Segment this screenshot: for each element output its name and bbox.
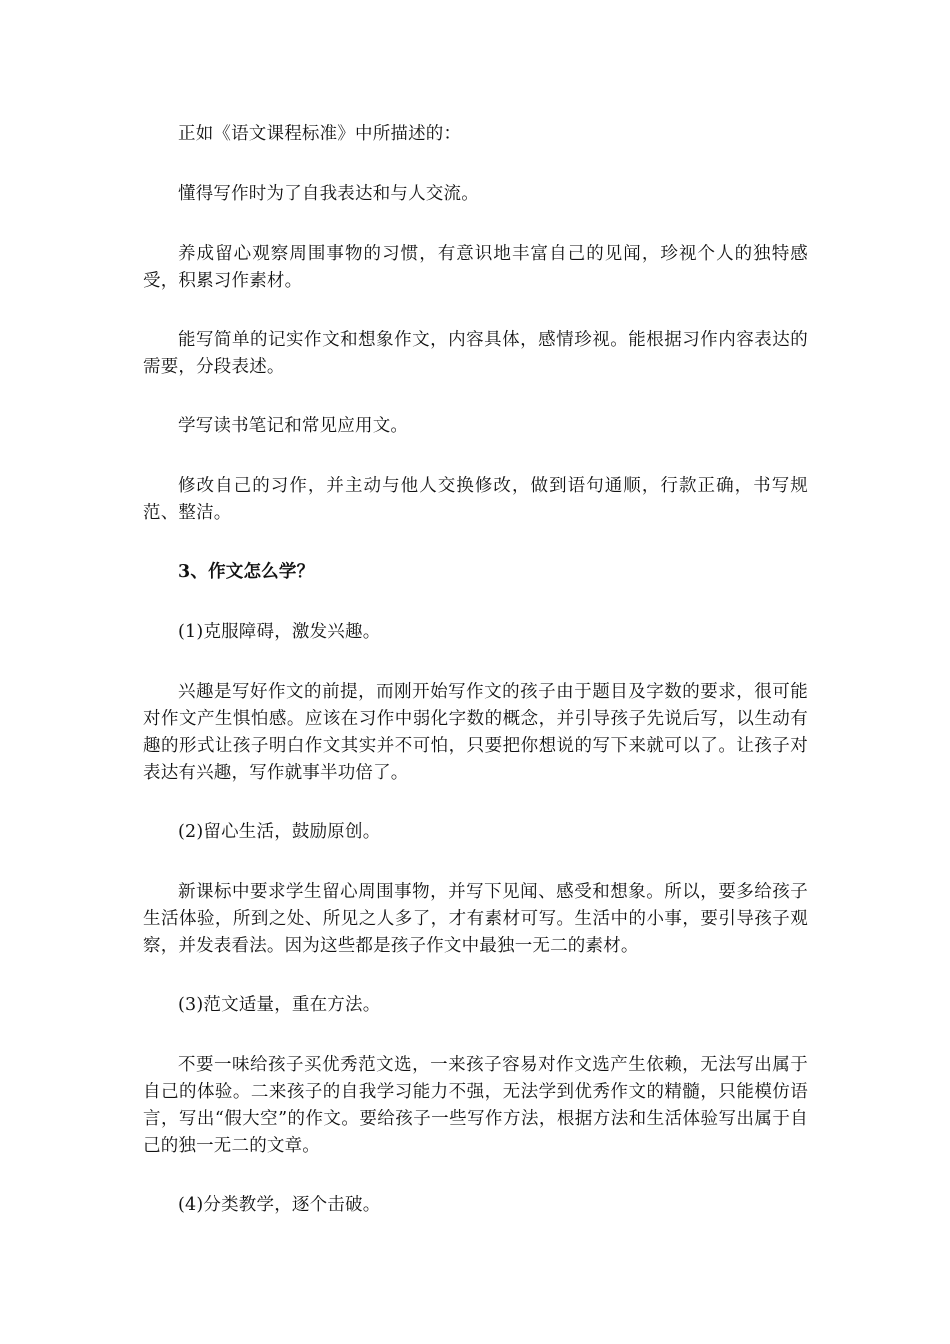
subheading-observe-life: (2)留心生活，鼓励原创。 — [178, 822, 381, 842]
paragraph-purpose: 懂得写作时为了自我表达和与人交流。 — [178, 184, 479, 204]
paragraph-observation-habit: 养成留心观察周围事物的习惯，有意识地丰富自己的见闻，珍视个人的独特感受，积累习作素材。 — [143, 244, 808, 291]
subheading-overcome-obstacles: (1)克服障碍，激发兴趣。 — [178, 622, 381, 642]
paragraph-revision: 修改自己的习作，并主动与他人交换修改，做到语句通顺，行款正确，书写规范、整洁。 — [143, 476, 808, 523]
paragraph-curriculum-intro: 正如《语文课程标准》中所描述的： — [178, 124, 462, 144]
paragraph-writing-types: 能写简单的记实作文和想象作文，内容具体，感情珍视。能根据习作内容表达的需要，分段表述。 — [143, 330, 808, 377]
subheading-model-essays: (3)范文适量，重在方法。 — [178, 995, 381, 1015]
paragraph-life-experience: 新课标中要求学生留心周围事物，并写下见闻、感受和想象。所以，要多给孩子生活体验，所到之处、所见之人多了，才有素材可写。生活中的小事，要引导孩子观察，并发表看法。因为这些都是孩子作文中最独一无二的素材。 — [143, 882, 808, 956]
document-page — [143, 121, 808, 1252]
subheading-categorized-teaching: (4)分类教学，逐个击破。 — [178, 1195, 381, 1215]
paragraph-model-essays: 不要一味给孩子买优秀范文选，一来孩子容易对作文选产生依赖，无法写出属于自己的体验。二来孩子的自我学习能力不强，无法学到优秀作文的精髓，只能模仿语言，写出“假大空”的作文。要给孩子一些写作方法，根据方法和生活体验写出属于自己的独一无二的文章。 — [143, 1055, 808, 1156]
paragraph-interest: 兴趣是写好作文的前提，而刚开始写作文的孩子由于题目及字数的要求，很可能对作文产生惧怕感。应该在习作中弱化字数的概念，并引导孩子先说后写，以生动有趣的形式让孩子明白作文其实并不可怕，只要把你想说的写下来就可以了。让孩子对表达有兴趣，写作就事半功倍了。 — [143, 682, 808, 783]
paragraph-reading-notes: 学写读书笔记和常见应用文。 — [178, 416, 409, 436]
section-heading-how-to-learn: 3、作文怎么学？ — [178, 562, 315, 582]
